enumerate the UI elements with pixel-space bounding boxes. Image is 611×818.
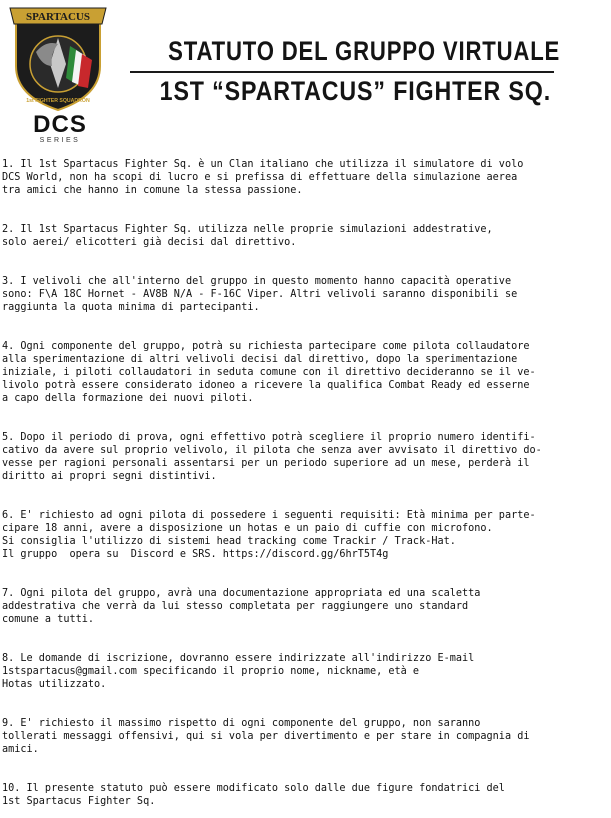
article-3: 3. I velivoli che all'interno del gruppo in questo momento hanno capacità operative sono: F\A 18C Hornet - AV8B N/A - F-16C Viper. Altri velivoli saranno disponibili se raggiunta la quota minima di partecipanti. [2,276,518,313]
document-title-line1: STATUTO DEL GRUPPO VIRTUALE [168,36,561,66]
dcs-series-logo [22,110,98,144]
article-5: 5. Dopo il periodo di prova, ogni effettivo potrà scegliere il proprio numero identifi- cativo da avere sul proprio velivolo, il pilota che senza aver avvisato il direttivo do- vesse per ragioni personali assentarsi per un periodo superiore ad un mese, perderà il diritto ai propri segni distintivi. [2,432,542,482]
dcs-logo-subtitle: SERIES [39,137,81,144]
emblem-ring-text: 1st FIGHTER SQUADRON [26,98,90,104]
article-6: 6. E' richiesto ad ogni pilota di possedere i seguenti requisiti: Età minima per parte- cipare 18 anni, avere a disposizione un hotas e un paio di cuffie con microfono. Si consiglia l'utilizzo di sistemi head tracking come Trackir / Track-Hat. Il gruppo opera su Discord e SRS. https://discord.gg/6hrT5T4g [2,510,536,560]
dcs-logo-text: DCS [33,111,87,138]
article-7: 7. Ogni pilota del gruppo, avrà una documentazione appropriata ed una scaletta addestrativa che verrà da lui stesso completata per raggiungere uno standard comune a tutti. [2,588,481,625]
article-8: 8. Le domande di iscrizione, dovranno essere indirizzate all'indirizzo E-mail 1stspartacus@gmail.com specificando il proprio nome, nickname, età e Hotas utilizzato. [2,653,475,690]
emblem-banner-text: SPARTACUS [26,11,90,23]
article-2: 2. Il 1st Spartacus Fighter Sq. utilizza nelle proprie simulazioni addestrative, solo aerei/ elicotteri già decisi dal direttivo. [2,224,493,248]
article-4: 4. Ogni componente del gruppo, potrà su richiesta partecipare come pilota collaudatore alla sperimentazione di altri velivoli decisi dal direttivo, dopo la sperimentazione iniziale, i piloti collaudatori in seduta comune con il direttivo decideranno se il ve- livolo potrà essere considerato idoneo a ricevere la qualifica Combat Ready ed esserne a capo della formazione dei nuovi piloti. [2,341,536,404]
title-divider [130,71,554,73]
statute-body [2,158,571,808]
document-title-line2: 1ST “SPARTACUS” FIGHTER SQ. [159,76,552,106]
article-10: 10. Il presente statuto può essere modificato solo dalle due figure fondatrici del 1st Spartacus Fighter Sq. [2,783,505,807]
article-9: 9. E' richiesto il massimo rispetto di ogni componente del gruppo, non saranno tollerati messaggi offensivi, qui si vola per divertimento e per stare in compagnia di amici. [2,718,530,755]
article-1: 1. Il 1st Spartacus Fighter Sq. è un Clan italiano che utilizza il simulatore di volo DCS World, non ha scopi di lucro e si prefissa di effettuare della simulazione aerea tra amici che hanno in comune la stessa passione. [2,159,524,196]
squadron-emblem-logo [6,4,110,112]
